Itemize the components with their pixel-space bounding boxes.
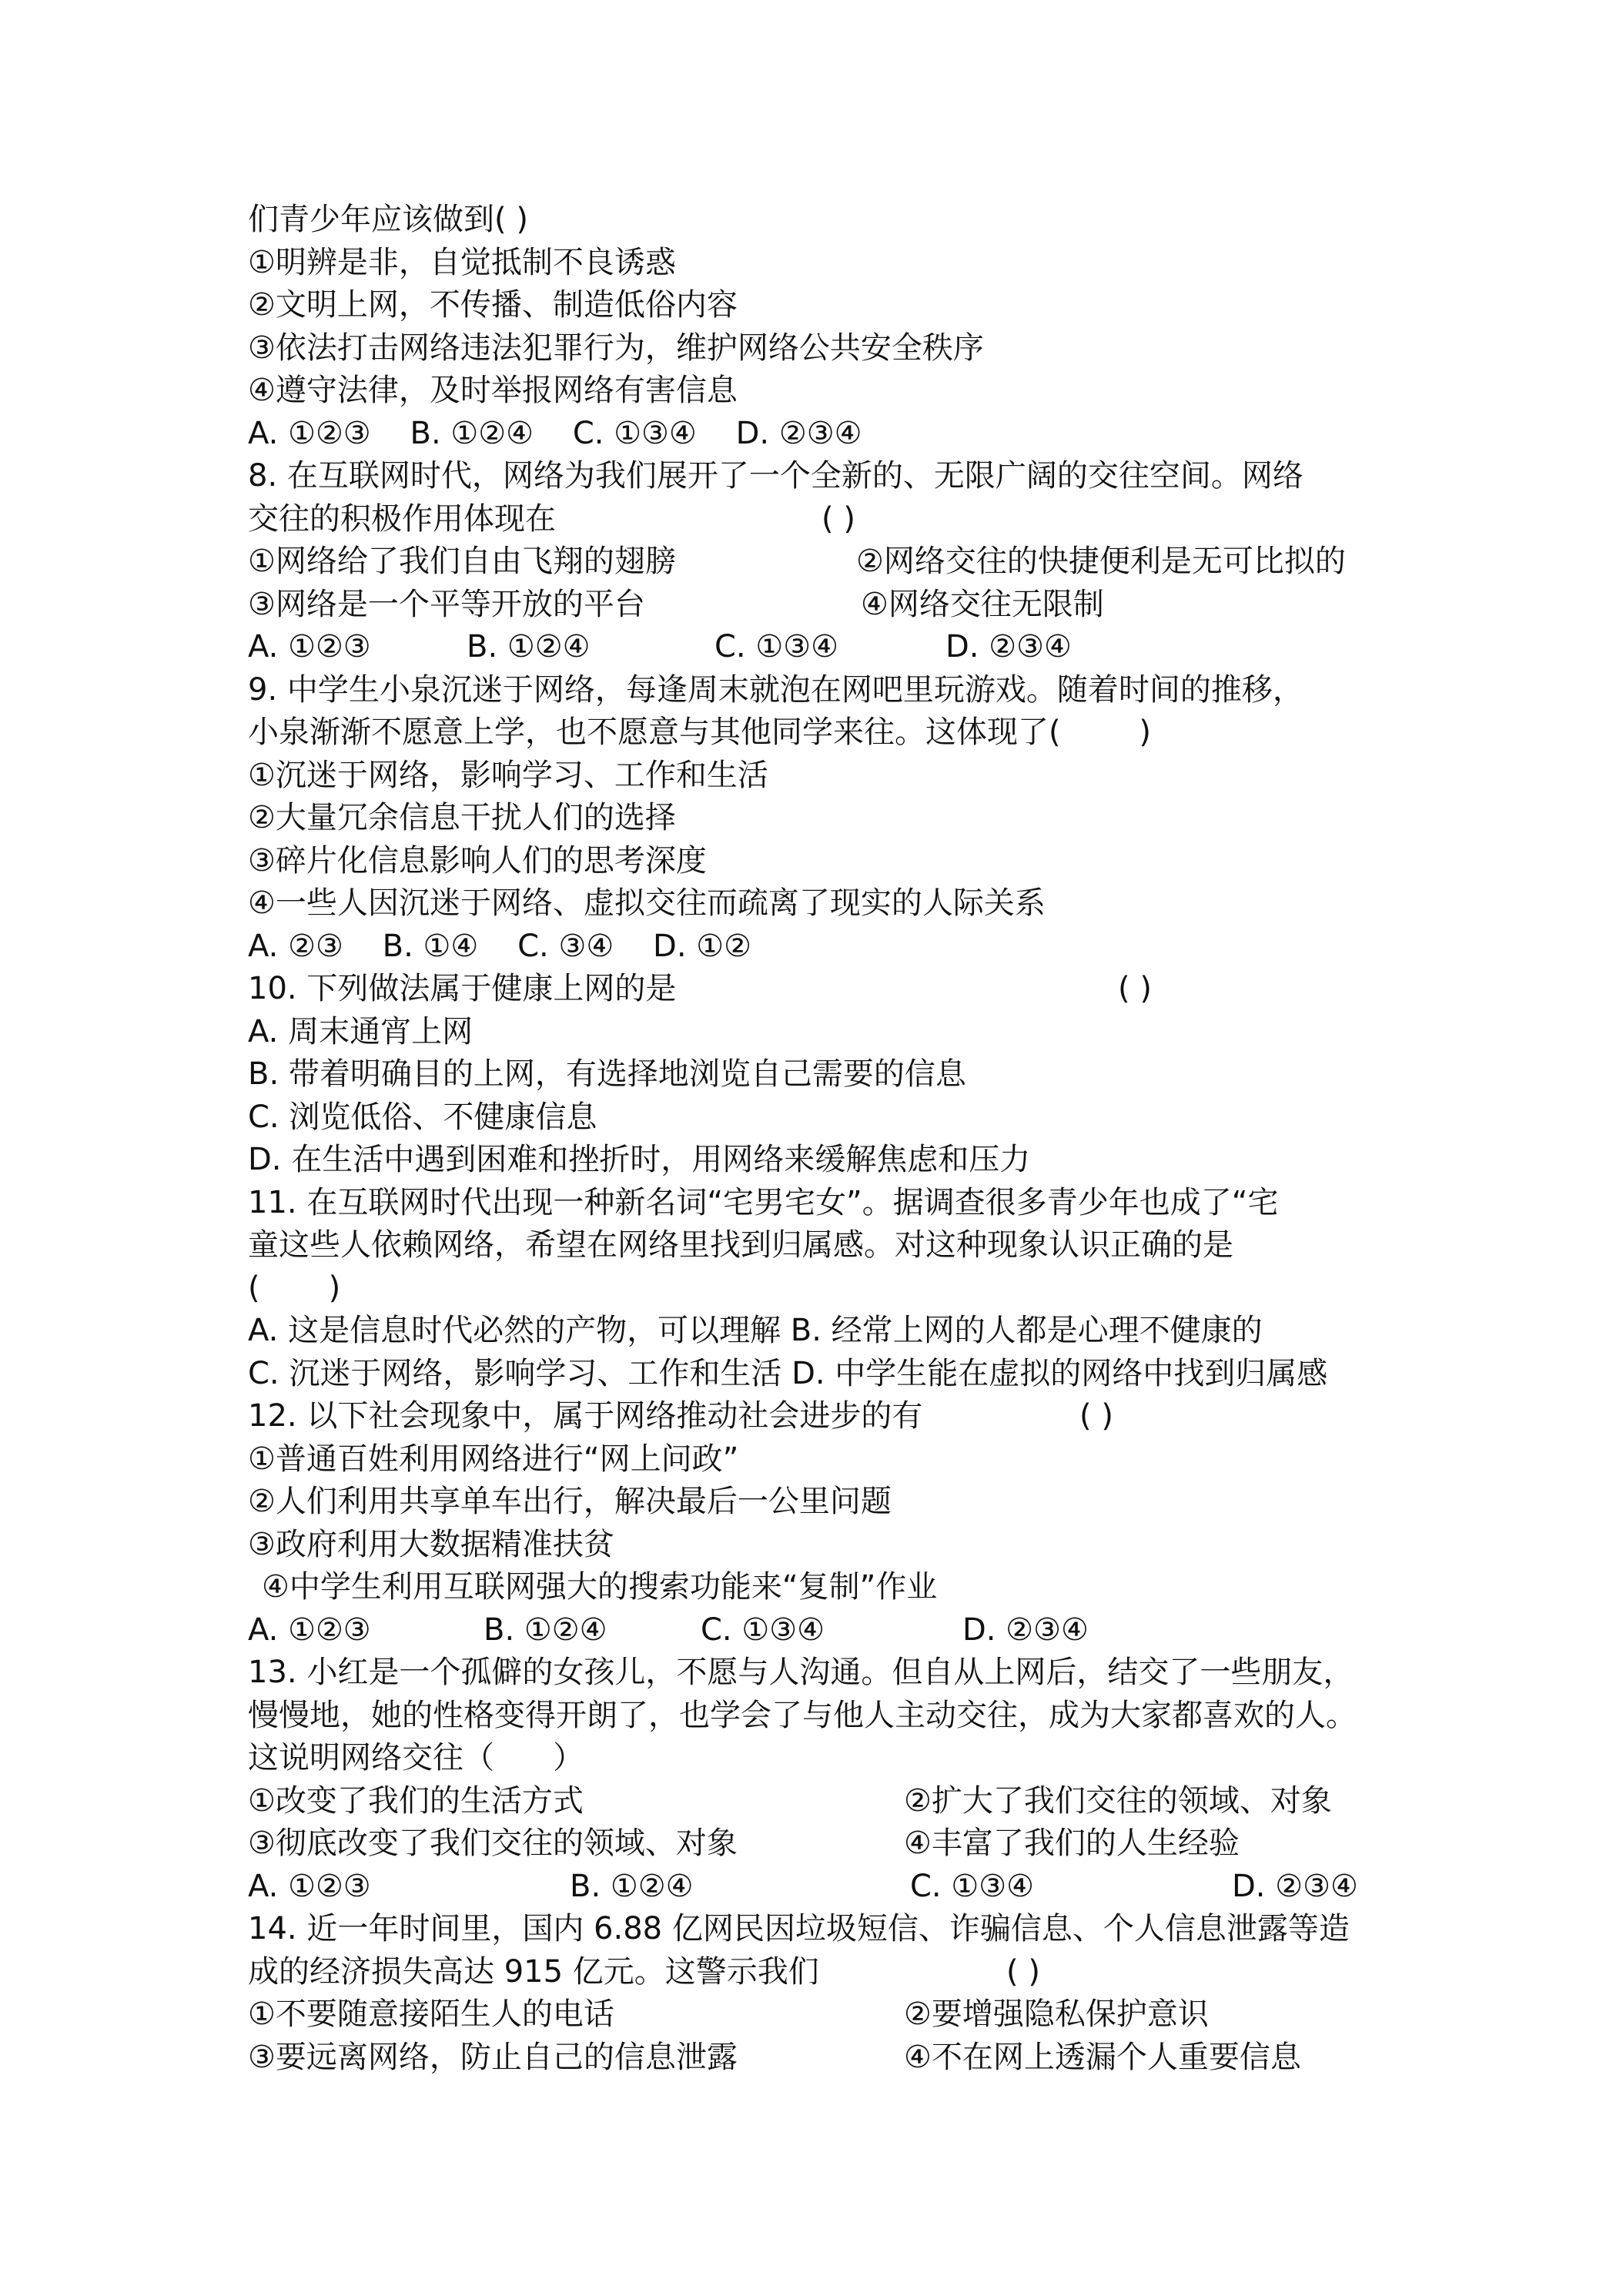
q12-option-b: B. ①②④	[484, 1612, 607, 1648]
q10-option-c: C. 浏览低俗、不健康信息	[248, 1099, 597, 1135]
q13-items-row-2	[248, 1822, 1387, 1866]
q10-option-a: A. 周末通宵上网	[248, 1013, 474, 1049]
q12-stem	[248, 1395, 1387, 1438]
q11-stem-line-1: 11. 在互联网时代出现一种新名词“宅男宅女”。据调查很多青少年也成了“宅	[248, 1184, 1279, 1220]
q8-items-row-2	[248, 584, 1387, 627]
q13-item-2: ②扩大了我们交往的领域、对象	[904, 1782, 1332, 1819]
q8-stem-text: 交往的积极作用体现在	[248, 500, 556, 537]
q8-option-d: D. ②③④	[945, 629, 1072, 664]
q7-item-3: ③依法打击网络违法犯罪行为，维护网络公共安全秩序	[248, 330, 984, 366]
q14-item-3: ③要远离网络，防止自己的信息泄露	[248, 2039, 738, 2075]
q13-option-c: C. ①③④	[910, 1868, 1034, 1904]
q8-options	[248, 626, 1387, 669]
q14-items-row-1	[248, 1993, 1387, 2037]
q10-option-b: B. 带着明确目的上网，有选择地浏览自己需要的信息	[248, 1056, 966, 1092]
q8-stem-line-2	[248, 498, 1387, 541]
q9-stem-line-2: 小泉渐渐不愿意上学，也不愿意与其他同学来往。这体现了( )	[248, 715, 1151, 750]
q14-stem-line-1: 14. 近一年时间里，国内 6.88 亿网民因垃圾短信、诈骗信息、个人信息泄露等造	[248, 1911, 1350, 1946]
q13-stem-line-3: 这说明网络交往（ ）	[248, 1740, 584, 1776]
q10-stem	[248, 968, 1387, 1011]
q12-option-c: C. ①③④	[701, 1612, 825, 1648]
q13-item-1: ①改变了我们的生活方式	[248, 1782, 584, 1819]
q12-answer-paren: ( )	[1079, 1398, 1113, 1434]
q8-answer-paren: ( )	[822, 500, 855, 537]
q14-answer-paren: ( )	[1006, 1953, 1040, 1990]
q13-stem-line-2: 慢慢地，她的性格变得开朗了，也学会了与他人主动交往，成为大家都喜欢的人。	[248, 1697, 1357, 1733]
q8-option-b: B. ①②④	[467, 629, 591, 664]
q10-stem-text: 10. 下列做法属于健康上网的是	[248, 971, 677, 1006]
q12-item-1: ①普通百姓利用网络进行“网上问政”	[248, 1441, 739, 1477]
q14-item-2: ②要增强隐私保护意识	[904, 1996, 1209, 2032]
q13-item-4: ④丰富了我们的人生经验	[904, 1826, 1240, 1861]
q8-items-row-1	[248, 541, 1387, 584]
q11-stem-line-3: ( )	[248, 1270, 341, 1306]
q11-stem-line-2: 童这些人依赖网络，希望在网络里找到归属感。对这种现象认识正确的是	[248, 1227, 1233, 1263]
q12-item-2: ②人们利用共享单车出行，解决最后一公里问题	[248, 1484, 892, 1519]
q11-options-row-2: C. 沉迷于网络，影响学习、工作和生活 D. 中学生能在虚拟的网络中找到归属感	[248, 1355, 1328, 1391]
q9-stem-line-1: 9. 中学生小泉沉迷于网络，每逢周末就泡在网吧里玩游戏。随着时间的推移，	[248, 671, 1303, 708]
q9-item-4: ④一些人因沉迷于网络、虚拟交往而疏离了现实的人际关系	[248, 885, 1046, 921]
q12-option-d: D. ②③④	[962, 1612, 1089, 1648]
q14-item-4: ④不在网上透漏个人重要信息	[904, 2039, 1301, 2075]
q13-items-row-1	[248, 1780, 1387, 1823]
q12-option-a: A. ①②③	[248, 1612, 371, 1648]
q13-options	[248, 1866, 1387, 1909]
q14-items-row-2	[248, 2037, 1387, 2080]
q12-item-4: ④中学生利用互联网强大的搜索功能来“复制”作业	[262, 1569, 938, 1605]
q9-item-2: ②大量冗余信息干扰人们的选择	[248, 800, 676, 835]
q10-option-d: D. 在生活中遇到困难和挫折时，用网络来缓解焦虑和压力	[248, 1142, 1031, 1177]
question-column	[248, 199, 1387, 2079]
q8-item-4: ④网络交往无限制	[861, 586, 1104, 622]
q7-options: A. ①②③ B. ①②④ C. ①③④ D. ②③④	[248, 415, 862, 451]
q12-options	[248, 1609, 1387, 1652]
q13-option-d: D. ②③④	[1232, 1868, 1358, 1904]
q13-item-3: ③彻底改变了我们交往的领域、对象	[248, 1826, 738, 1861]
q7-item-2: ②文明上网，不传播、制造低俗内容	[248, 287, 738, 323]
q12-stem-text: 12. 以下社会现象中，属于网络推动社会进步的有	[248, 1398, 923, 1434]
q7-item-1: ①明辨是非，自觉抵制不良诱惑	[248, 244, 676, 280]
q8-option-a: A. ①②③	[248, 629, 371, 664]
q11-options-row-1: A. 这是信息时代必然的产物，可以理解 B. 经常上网的人都是心理不健康的	[248, 1313, 1263, 1348]
q9-item-3: ③碎片化信息影响人们的思考深度	[248, 842, 707, 879]
q7-item-4: ④遵守法律，及时举报网络有害信息	[248, 373, 738, 408]
q8-item-3: ③网络是一个平等开放的平台	[248, 586, 645, 622]
q12-item-3: ③政府利用大数据精准扶贫	[248, 1526, 614, 1562]
q8-item-2: ②网络交往的快捷便利是无可比拟的	[856, 544, 1346, 579]
q10-answer-paren: ( )	[1118, 971, 1152, 1006]
q7-stem: 们青少年应该做到( )	[248, 202, 528, 237]
q8-stem-line-1: 8. 在互联网时代，网络为我们展开了一个全新的、无限广阔的交往空间。网络	[248, 458, 1303, 494]
q13-option-a: A. ①②③	[248, 1868, 371, 1904]
q13-option-b: B. ①②④	[570, 1868, 694, 1904]
q14-stem-text: 成的经济损失高达 915 亿元。这警示我们	[248, 1953, 819, 1990]
q14-item-1: ①不要随意接陌生人的电话	[248, 1996, 614, 2032]
q9-item-1: ①沉迷于网络，影响学习、工作和生活	[248, 757, 768, 793]
q8-item-1: ①网络给了我们自由飞翔的翅膀	[248, 544, 676, 579]
q13-stem-line-1: 13. 小红是一个孤僻的女孩儿，不愿与人沟通。但自从上网后，结交了一些朋友，	[248, 1655, 1354, 1690]
q14-stem-line-2	[248, 1951, 1387, 1994]
q9-options: A. ②③ B. ①④ C. ③④ D. ①②	[248, 928, 752, 964]
q8-option-c: C. ①③④	[714, 629, 838, 664]
